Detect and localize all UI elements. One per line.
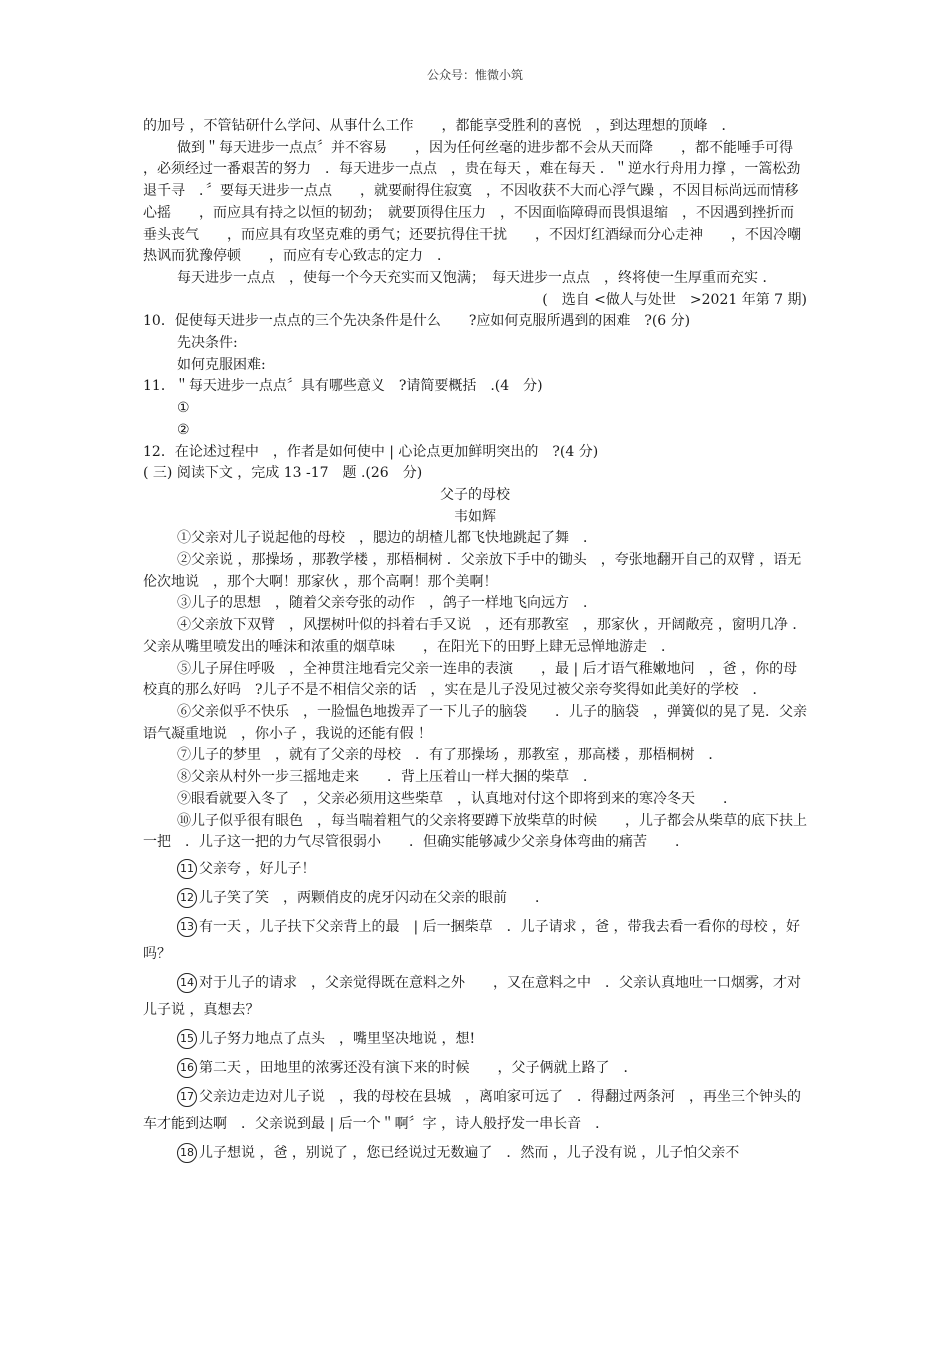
section-3-heading: ( 三) 阅读下文 ，完成 13 -17 题 .(26 分)	[143, 465, 423, 482]
story-paragraph-11	[143, 856, 807, 883]
story-paragraph-15	[143, 1026, 807, 1053]
story-paragraph-8: ⑧父亲从村外一步三摇地走来 ．背上压着山一样大捆的柴草 ．	[177, 769, 597, 786]
story-paragraph-10: ⑩儿子似乎很有眼色 ，每当喘着粗气的父亲将要蹲下放柴草的时候 ，儿子都会从柴草的底下扶上一把 ．儿子这一把的力气尽管很弱小 ．但确实能够减少父亲身体弯曲的痛苦 ．	[143, 812, 807, 851]
paragraph-text-16: 第二天 ，田地里的浓雾还没有演下来的时候 ，父子俩就上路了 ．	[199, 1059, 638, 1076]
paragraph-text-15: 儿子努力地点了点头 ，嘴里坚决地说 ，想!	[199, 1030, 476, 1047]
document-body	[143, 116, 807, 1167]
question-11-blank-2: ②	[177, 421, 190, 438]
question-10: 10．促使每天进步一点点的三个先决条件是什么 ?应如何克服所遇到的困难 ?(6 分)	[143, 313, 691, 330]
question-12: 12．在论述过程中 ，作者是如何使中 | 心论点更加鲜明突出的 ?(4 分)	[143, 443, 599, 460]
paragraph-number-12: 12	[177, 888, 197, 908]
story-paragraph-7: ⑦儿子的梦里 ，就有了父亲的母校 ．有了那操场 ，那教室 ，那高楼 ，那梧桐树 ．	[177, 747, 723, 764]
story-paragraph-1: ①父亲对儿子说起他的母校 ，腮边的胡楂儿都飞快地跳起了舞 ．	[177, 530, 597, 547]
question-11: 11．＂每天进步一点点〞具有哪些意义 ?请简要概括 .(4 分)	[143, 378, 543, 395]
story-paragraph-2: ②父亲说 ，那操场 ，那教学楼 ，那梧桐树 ．父亲放下手中的锄头 ，夸张地翻开自己的双臂 ，语无伦次地说 ，那个大啊！那家伙 ，那个高啊！那个美啊！	[143, 552, 802, 590]
paragraph-number-11: 11	[177, 859, 197, 879]
question-10-overcome: 如何克服困难:	[177, 356, 266, 373]
story-paragraph-5: ⑤儿子屏住呼吸 ，全神贯注地看完父亲一连串的表演 ，最 | 后才语气稚嫩地问 ，爸 ，你的母校真的那么好吗 ?儿子不是不相信父亲的话 ，实在是儿子没见过被父亲夸奖得如此美好的学校 ．	[143, 660, 798, 699]
essay-line-1: 的加号 ，不管钻研什么学问、从事什么工作 ，都能享受胜利的喜悦 ，到达理想的顶峰 ．	[143, 118, 736, 134]
paragraph-text-12: 儿子笑了笑 ，两颗俏皮的虎牙闪动在父亲的眼前 ．	[199, 889, 549, 906]
story-paragraph-17	[143, 1084, 807, 1138]
paragraph-number-14: 14	[177, 973, 197, 993]
story-author: 韦如辉	[454, 508, 496, 525]
paragraph-number-15: 15	[177, 1029, 197, 1049]
essay-paragraph-2: 做到＂每天进步一点点〞并不容易 ，因为任何丝毫的进步都不会从天而降 ，都不能唾手可得 ，必须经过一番艰苦的努力 ．每天进步一点点 ，贵在每天 ，难在每天 ．＂逆水行舟用力撑 ，一篙松劲退千寻 ．〞要每天进步一点点 ，就要耐得住寂寞 ，不因收获不大而心浮气躁 ，不因目标尚远而情移心摇 ，而应具有持之以恒的韧劲； 就要顶得住压力 ，不因面临障碍而畏惧退缩 ，不因遇到挫折而垂头丧气 ，而应具有攻坚克难的勇气；还要抗得住干扰 ，不因灯红酒绿而分心走神 ，不因冷嘲热讽而犹豫停顿 ，而应有专心致志的定力 ．	[143, 139, 801, 265]
story-paragraph-14	[143, 970, 807, 1024]
page-header: 公众号：惟微小筑	[426, 68, 523, 82]
story-title: 父子的母校	[440, 486, 510, 503]
paragraph-text-17: 父亲边走边对儿子说 ，我的母校在县城 ，离咱家可远了 ．得翻过两条河 ，再坐三个钟头的车才能到达啊 ．父亲说到最 | 后一个＂啊〞字 ，诗人般抒发一串长音 ．	[143, 1088, 801, 1132]
story-paragraph-13	[143, 914, 807, 968]
question-11-blank-1: ①	[177, 400, 190, 417]
story-paragraph-6: ⑥父亲似乎不快乐 ，一脸愠色地拨弄了一下儿子的脑袋 ．儿子的脑袋 ，弹簧似的晃了晃．父亲语气凝重地说 ，你小子 ，我说的还能有假 ！	[143, 703, 807, 742]
paragraph-text-13: 有一天 ，儿子扶下父亲背上的最 | 后一捆柴草 ．儿子请求 ，爸 ，带我去看一看你的母校 ，好吗？	[143, 918, 800, 962]
paragraph-text-18: 儿子想说 ，爸 ，别说了 ，您已经说过无数遍了 ．然而 ，儿子没有说 ，儿子怕父亲不	[199, 1144, 740, 1161]
essay-source: ( 选自 <做人与处世 >2021 年第 7 期)	[542, 291, 807, 308]
story-paragraph-9: ⑨眼看就要入冬了 ，父亲必须用这些柴草 ，认真地对付这个即将到来的寒冷冬天 ．	[177, 790, 737, 807]
paragraph-number-17: 17	[177, 1087, 197, 1107]
essay-paragraph-3: 每天进步一点点 ，使每一个今天充实而又饱满； 每天进步一点点 ，终将使一生厚重而充实 ．	[177, 269, 777, 286]
story-paragraph-3: ③儿子的思想 ，随着父亲夸张的动作 ，鸽子一样地飞向远方 ．	[177, 595, 597, 612]
paragraph-text-14: 对于儿子的请求 ，父亲觉得既在意料之外 ，又在意料之中 ．父亲认真地吐一口烟雾，才对儿子说 ，真想去？	[143, 974, 801, 1018]
story-paragraph-16	[143, 1055, 807, 1082]
paragraph-number-16: 16	[177, 1058, 197, 1078]
question-10-prereq: 先决条件:	[177, 335, 238, 352]
story-paragraph-18	[143, 1140, 807, 1167]
story-paragraph-4: ④父亲放下双臂 ，风摆树叶似的抖着右手又说 ，还有那教室 ，那家伙 ，开阔敞亮 ，窗明几净 ．父亲从嘴里喷发出的唾沫和浓重的烟草味 ，在阳光下的田野上肆无忌惮地游走 ．	[143, 617, 807, 655]
story-paragraph-12	[143, 885, 807, 912]
paragraph-number-18: 18	[177, 1143, 197, 1163]
paragraph-text-11: 父亲夸 ，好儿子！	[199, 860, 316, 877]
paragraph-number-13: 13	[177, 917, 197, 937]
